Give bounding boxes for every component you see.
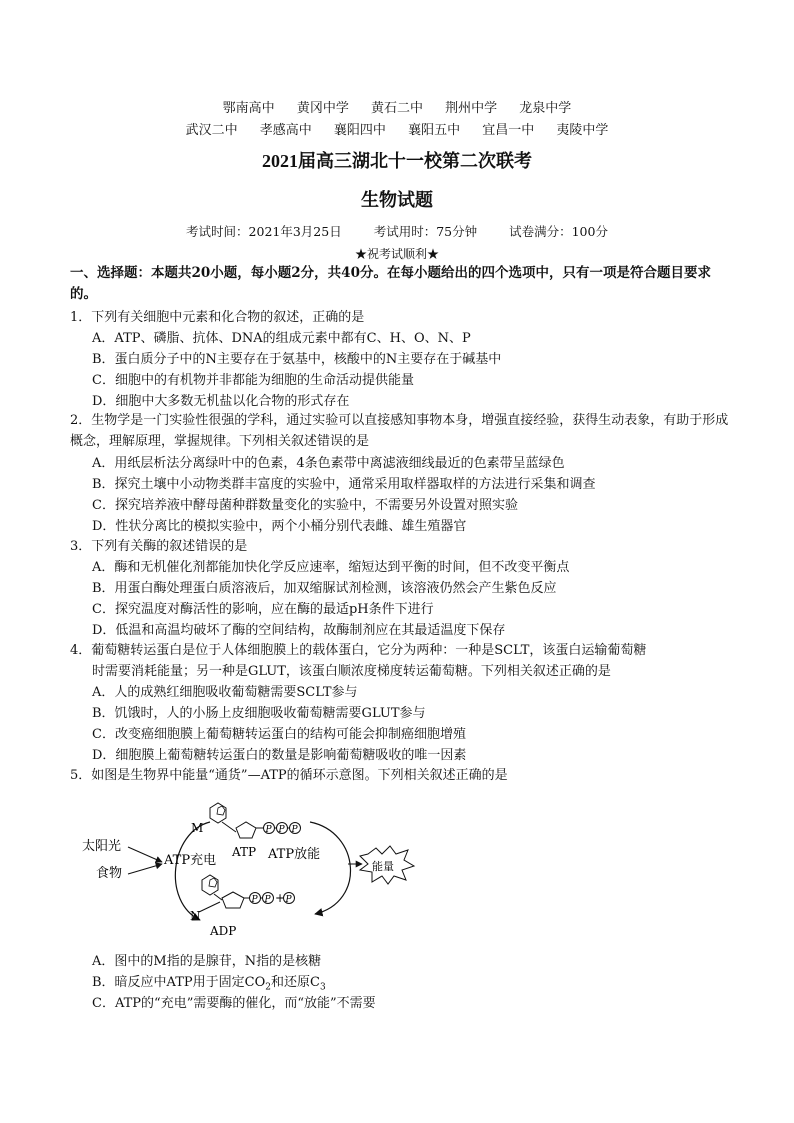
ribose-ring-icon: [222, 892, 244, 908]
adp-label: ADP: [210, 924, 237, 938]
question-3-option-d: D．低温和高温均破坏了酶的空间结构，故酶制剂应在其最适温度下保存: [92, 623, 506, 638]
exam-title: 2021届高三湖北十一校第二次联考: [262, 151, 532, 171]
section-heading: 一、选择题：本题共20小题，每小题2分，共40分。在每小题给出的四个选项中，只有一项是符合题目要求的。: [70, 265, 711, 302]
question-1-option-d: D．细胞中大多数无机盐以化合物的形式存在: [92, 394, 350, 409]
school-list-row-1: [0, 97, 794, 116]
phosphate-label: P: [291, 825, 298, 835]
question-4-option-b: B．饥饿时，人的小肠上皮细胞吸收葡萄糖需要GLUT参与: [92, 706, 426, 721]
question-4-option-a: A．人的成熟红细胞吸收葡萄糖需要SCLT参与: [92, 685, 358, 700]
question-2-option-b: B．探究土壤中小动物类群丰富度的实验中，通常采用取样器取样的方法进行采集和调查: [92, 477, 596, 492]
n-label: N: [190, 909, 201, 923]
atp-charge-label: ATP充电: [164, 853, 217, 868]
phosphate-label: P: [251, 895, 258, 905]
school-name: 孝感高中: [259, 123, 312, 138]
question-5-stem: 5．如图是生物界中能量“通货”—ATP的循环示意图。下列相关叙述正确的是: [70, 768, 508, 783]
question-3-option-b: B．用蛋白酶处理蛋白质溶液后，加双缩脲试剂检测，该溶液仍然会产生紫色反应: [92, 581, 557, 596]
school-name: 龙泉中学: [519, 101, 572, 116]
exam-info: [0, 222, 794, 240]
adenine-ring-icon: [217, 806, 225, 815]
sunlight-label: 太阳光: [82, 839, 122, 854]
question-2-option-d: D．性状分离比的模拟实验中，两个小桶分别代表雌、雄生殖器官: [92, 519, 467, 534]
question-5-option-a: A．图中的M指的是腺苷，N指的是核糖: [92, 954, 322, 969]
school-name: 宜昌一中: [482, 123, 535, 138]
question-3-option-a: A．酶和无机催化剂都能加快化学反应速率，缩短达到平衡的时间，但不改变平衡点: [92, 560, 570, 575]
atp-label: ATP: [232, 845, 257, 859]
phosphate-label: P: [285, 895, 292, 905]
option-b-text-2: 和还原C: [271, 975, 320, 990]
question-2-option-c: C．探究培养液中酵母菌种群数量变化的实验中，不需要另外设置对照实验: [92, 498, 518, 513]
question-4-option-c: C．改变癌细胞膜上葡萄糖转运蛋白的结构可能会抑制癌细胞增殖: [92, 727, 466, 742]
atp-cycle-diagram: [70, 792, 450, 942]
phosphate-label: P: [264, 895, 271, 905]
food-arrow: [128, 864, 162, 874]
exam-full-score: 试卷满分：100分: [509, 224, 608, 239]
school-list-row-2: [0, 119, 794, 138]
question-1-stem: 1．下列有关细胞中元素和化合物的叙述，正确的是: [70, 310, 365, 325]
school-name: 襄阳四中: [333, 123, 386, 138]
food-label: 食物: [96, 866, 123, 881]
question-1-option-c: C．细胞中的有机物并非都能为细胞的生命活动提供能量: [92, 373, 414, 388]
question-2-stem: 2．生物学是一门实验性很强的学科，通过实验可以直接感知事物本身，增强直接经验，获得生动表象，有助于形成概念，理解原理，掌握规律。下列相关叙述错误的是: [70, 413, 729, 449]
exam-duration: 考试用时：75分钟: [373, 224, 478, 239]
question-4-stem: 4．葡萄糖转运蛋白是位于人体细胞膜上的载体蛋白，它分为两种：一种是SCLT，该蛋白运输葡萄糖: [70, 643, 647, 658]
energy-label: 能量: [372, 860, 394, 873]
school-name: 武汉二中: [185, 123, 238, 138]
school-name: 鄂南高中: [222, 101, 275, 116]
subscript-3: 3: [319, 982, 326, 993]
subject-title: 生物试题: [361, 190, 433, 211]
option-b-text-1: B．暗反应中ATP用于固定CO: [92, 975, 266, 990]
plus-sign: +: [275, 891, 286, 905]
adenine-ring-icon: [209, 878, 217, 887]
cycle-arc-left: [175, 822, 210, 920]
school-name: 襄阳五中: [408, 123, 461, 138]
question-1-option-a: A．ATP、磷脂、抗体、DNA的组成元素中都有C、H、O、N、P: [92, 331, 471, 346]
cycle-arc-right: [310, 822, 350, 914]
question-3-stem: 3．下列有关酶的叙述错误的是: [70, 539, 248, 554]
school-name: 荆州中学: [445, 101, 498, 116]
atp-release-label: ATP放能: [268, 847, 321, 862]
good-luck-note: ★祝考试顺利★: [354, 247, 439, 261]
phosphate-label: P: [265, 825, 272, 835]
question-2-option-a: A．用纸层析法分离绿叶中的色素，4条色素带中离滤液细线最近的色素带呈蓝绿色: [92, 456, 565, 471]
question-1-option-b: B．蛋白质分子中的N主要存在于氨基中，核酸中的N主要存在于碱基中: [92, 352, 502, 367]
school-name: 黄石二中: [370, 101, 423, 116]
adp-molecule: [190, 875, 295, 938]
ribose-ring-icon: [236, 822, 256, 838]
phosphate-label: P: [278, 825, 285, 835]
subscript-2: 2: [265, 982, 271, 993]
school-name: 夷陵中学: [556, 123, 609, 138]
sunlight-arrow: [128, 847, 162, 862]
question-3-option-c: C．探究温度对酶活性的影响，应在酶的最适pH条件下进行: [92, 602, 434, 617]
question-4-option-d: D．细胞膜上葡萄糖转运蛋白的数量是影响葡萄糖吸收的唯一因素: [92, 748, 467, 763]
question-5-option-b: [92, 971, 326, 993]
exam-date: 考试时间：2021年3月25日: [186, 224, 342, 239]
m-label: M: [191, 821, 204, 835]
school-name: 黄冈中学: [296, 101, 349, 116]
question-5-option-c: C．ATP的“充电”需要酶的催化，而“放能”不需要: [92, 996, 376, 1011]
question-4-stem-continued: 时需要消耗能量；另一种是GLUT，该蛋白顺浓度梯度转运葡萄糖。下列相关叙述正确的是: [92, 664, 611, 679]
